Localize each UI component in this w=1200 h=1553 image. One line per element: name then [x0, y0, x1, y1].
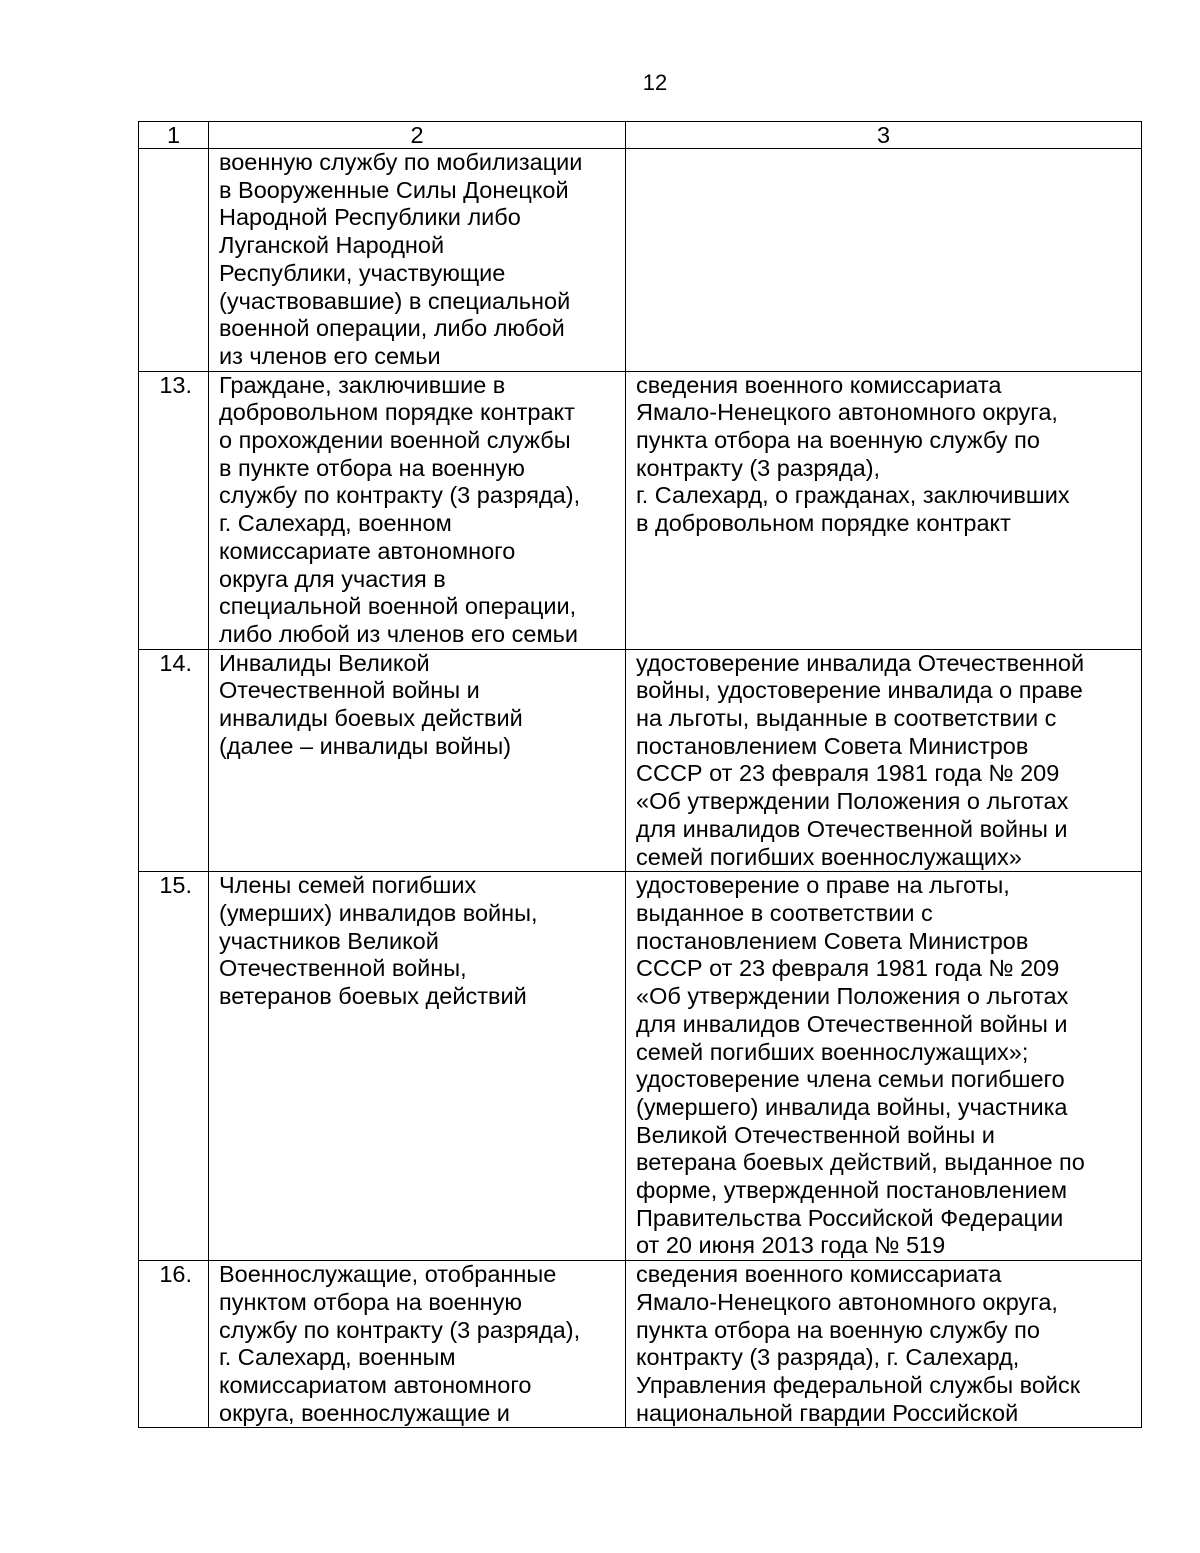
document-text-line: на льготы, выданные в соответствии с: [636, 705, 1057, 732]
document-text-line: форме, утвержденной постановлением: [636, 1177, 1068, 1204]
document-text-line: постановлением Совета Министров: [636, 732, 1029, 759]
document-text-line: войны, удостоверение инвалида о праве: [636, 677, 1083, 704]
document-text-line: в добровольном порядке контракт: [636, 510, 1011, 537]
category-text-line: (участвовавшие) в специальной: [219, 287, 571, 314]
document-text-line: выданное в соответствии с: [636, 899, 933, 926]
category-text-line: добровольном порядке контракт: [219, 399, 575, 426]
document-text-line: национальной гвардии Российской: [636, 1399, 1019, 1426]
row-number-cell: 13.: [139, 371, 209, 649]
column-header: 3: [626, 122, 1142, 149]
category-text-line: Отечественной войны и: [219, 677, 480, 704]
document-text-line: для инвалидов Отечественной войны и: [636, 1010, 1068, 1037]
document-text-line: удостоверение члена семьи погибшего: [636, 1066, 1065, 1093]
document-text-line: для инвалидов Отечественной войны и: [636, 815, 1068, 842]
category-text-line: комиссариатом автономного: [219, 1371, 532, 1398]
document-text-line: «Об утверждении Положения о льготах: [636, 983, 1069, 1010]
document-text-line: контракту (3 разряда), г. Салехард,: [636, 1344, 1020, 1371]
category-text-line: Республики, участвующие: [219, 259, 506, 286]
document-text-line: Правительства Российской Федерации: [636, 1204, 1064, 1231]
category-text-line: ветеранов боевых действий: [219, 983, 527, 1010]
category-text-line: в Вооруженные Силы Донецкой: [219, 176, 569, 203]
document-text-line: удостоверение инвалида Отечественной: [636, 649, 1085, 676]
document-text-line: пункта отбора на военную службу по: [636, 427, 1040, 454]
category-text-line: службу по контракту (3 разряда),: [219, 1316, 581, 1343]
category-text-line: Луганской Народной: [219, 232, 445, 259]
category-text-line: Военнослужащие, отобранные: [219, 1261, 557, 1288]
category-text-line: инвалиды боевых действий: [219, 705, 523, 732]
category-text-line: Инвалиды Великой: [219, 649, 430, 676]
category-text-line: Члены семей погибших: [219, 872, 477, 899]
category-cell: [209, 371, 626, 649]
document-text-line: пункта отбора на военную службу по: [636, 1316, 1040, 1343]
category-text-line: округа, военнослужащие и: [219, 1399, 510, 1426]
document-text-line: контракту (3 разряда),: [636, 454, 881, 481]
category-text-line: (далее – инвалиды войны): [219, 732, 512, 759]
category-text-line: округа для участия в: [219, 565, 446, 592]
document-cell: [626, 872, 1142, 1261]
row-number-cell: 14.: [139, 649, 209, 872]
category-text-line: пунктом отбора на военную: [219, 1288, 523, 1315]
category-text-line: (умерших) инвалидов войны,: [219, 899, 538, 926]
category-cell: [209, 872, 626, 1261]
category-text-line: о прохождении военной службы: [219, 427, 571, 454]
document-text-line: семей погибших военнослужащих»;: [636, 1038, 1029, 1065]
category-text-line: либо любой из членов его семьи: [219, 620, 579, 647]
document-text-line: Ямало-Ненецкого автономного округа,: [636, 1288, 1058, 1315]
document-cell: [626, 649, 1142, 872]
category-text-line: в пункте отбора на военную: [219, 454, 525, 481]
document-text-line: сведения военного комиссариата: [636, 1261, 1002, 1288]
row-number-cell: 16.: [139, 1261, 209, 1428]
document-text-line: Ямало-Ненецкого автономного округа,: [636, 399, 1058, 426]
category-cell: [209, 149, 626, 372]
page-number: 12: [642, 70, 668, 95]
document-text-line: сведения военного комиссариата: [636, 371, 1002, 398]
table-row: [139, 872, 1142, 1261]
document-text-line: СССР от 23 февраля 1981 года № 209: [636, 760, 1060, 787]
category-text-line: военной операции, либо любой: [219, 315, 565, 342]
column-header: 1: [139, 122, 209, 149]
table-row: [139, 649, 1142, 872]
category-text-line: из членов его семьи: [219, 342, 441, 369]
row-number-cell: 15.: [139, 872, 209, 1261]
category-text-line: Граждане, заключившие в: [219, 371, 506, 398]
document-text-line: семей погибших военнослужащих»: [636, 843, 1022, 870]
document-text-line: Управления федеральной службы войск: [636, 1371, 1081, 1398]
category-cell: [209, 1261, 626, 1428]
document-text-line: постановлением Совета Министров: [636, 927, 1029, 954]
document-text-line: «Об утверждении Положения о льготах: [636, 788, 1069, 815]
document-table: [138, 121, 1142, 1428]
document-text-line: г. Салехард, о гражданах, заключивших: [636, 482, 1070, 509]
category-text-line: участников Великой: [219, 927, 439, 954]
category-text-line: Отечественной войны,: [219, 955, 467, 982]
document-text-line: от 20 июня 2013 года № 519: [636, 1232, 946, 1259]
document-text-line: удостоверение о праве на льготы,: [636, 872, 1010, 899]
table-row: [139, 1261, 1142, 1428]
category-text-line: г. Салехард, военным: [219, 1344, 456, 1371]
category-text-line: службу по контракту (3 разряда),: [219, 482, 581, 509]
category-text-line: Народной Республики либо: [219, 204, 521, 231]
table-header-row: [139, 122, 1142, 149]
category-cell: [209, 649, 626, 872]
category-text-line: г. Салехард, военном: [219, 510, 452, 537]
document-cell: [626, 1261, 1142, 1428]
document-text-line: СССР от 23 февраля 1981 года № 209: [636, 955, 1060, 982]
document-cell: [626, 149, 1142, 372]
row-number-cell: [139, 149, 209, 372]
table-row: [139, 371, 1142, 649]
document-text-line: Великой Отечественной войны и: [636, 1121, 995, 1148]
category-text-line: комиссариате автономного: [219, 537, 516, 564]
document-cell: [626, 371, 1142, 649]
category-text-line: военную службу по мобилизации: [219, 149, 583, 175]
table-row: [139, 149, 1142, 372]
category-text-line: специальной военной операции,: [219, 593, 577, 620]
column-header: 2: [209, 122, 626, 149]
document-text-line: (умершего) инвалида войны, участника: [636, 1093, 1068, 1120]
document-text-line: ветерана боевых действий, выданное по: [636, 1149, 1085, 1176]
